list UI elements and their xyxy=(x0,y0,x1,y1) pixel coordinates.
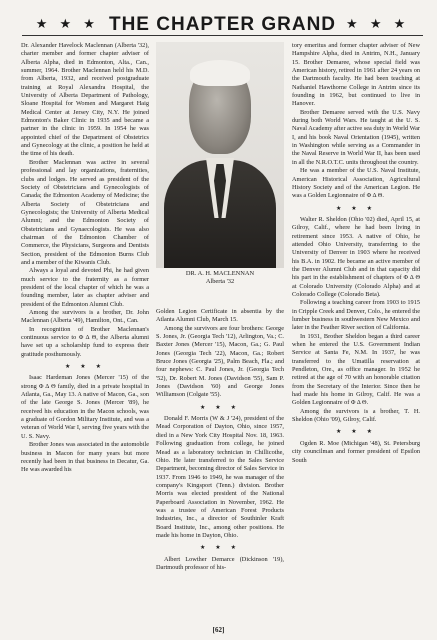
separator-stars: ★ ★ ★ xyxy=(200,544,240,552)
portrait-caption xyxy=(156,270,284,286)
column-left xyxy=(21,42,149,475)
obituary-jones-p1: Isaac Hardeman Jones (Mercer '15) of the strong Φ Δ Θ family, died in a private hospital in Atlanta, Ga., May 13. A native of Macon, Ga., son of the late George S. Jones (Mercer '89), he received his education in the Macon schools, was a graduate of Gordon Military Institute, and was a veteran of World War I, serving five years with the U. S. Navy. xyxy=(21,374,149,440)
caption-name: DR. A. H. MACLENNAN xyxy=(185,270,255,277)
obituary-demaree-p2: tory emeritus and former chapter adviser of New Hampshire Alpha, died in Antrim, N.H., January 15. Brother Demaree, whose special field was American history, retired in 1961 after 24 years on the Dartmouth faculty. He had been teaching at Nathaniel Hawthorne College in Antrim since its founding in 1962, but continued to live in Hanover. xyxy=(292,42,420,108)
section-title: THE CHAPTER GRAND xyxy=(108,13,337,35)
obituary-sheldon-p4: Among the survivors is a brother, T. H. Sheldon (Ohio '09), Gilroy, Calif. xyxy=(292,407,420,424)
separator-stars: ★ ★ ★ xyxy=(336,428,376,436)
obituary-maclennan-p2: Brother Maclennan was active in several professional and lay organizations, fraternities, clubs and lodges. He served as president of the Society of Obstetricians and Gynecologists of Canada; the Edmonton Academy of Medicine; the Alberta Society of Obstetricians and Gynecologists; the University of Alberta Medical Alumni; and the Edmonton Society of Obstetricians and Gynaecologists. He was also chairman of the Edmonton Chamber of Commerce, the Physicians, Surgeons and Dentists Section, president of the Edmonton Burns Club and a member of the Kiwanis Club. xyxy=(21,158,149,266)
obituary-demaree-p4: He was a member of the U.S. Naval Institute, American Historical Association, Agricultural History Society and of the American Legion. He was a Golden Legionnaire of Φ Δ Θ. xyxy=(292,167,420,200)
obituary-moe: Ogden R. Moe (Michigan '48), St. Petersburg city councilman and former president of Epsilon South xyxy=(292,439,420,464)
obituary-sheldon-p1: Walter R. Sheldon (Ohio '02) died, April 15, at Gilroy, Calif., where he had been living in retirement since 1953. A native of Ohio, he attended Ohio University, transferring to the University of Denver in 1903 where he received his B.A. in 1902. He became an active member of the Denver Alumni Club and in that capacity did his part in the establishment of chapters of Φ Δ Θ at Colorado University (Colorado Alpha) and at Colorado College (Colorado Beta). xyxy=(292,215,420,298)
obituary-demaree-p1: Albert Lowther Demarce (Dickinson '19), Dartmouth professor of his- xyxy=(156,555,284,571)
page-header xyxy=(22,14,423,36)
portrait-figure xyxy=(156,42,284,298)
page-number: [62] xyxy=(212,626,225,634)
portrait-photo xyxy=(156,42,284,268)
obituary-maclennan-p3: Always a loyal and devoted Phi, he had given much service to the fraternity as a former president of the local chapter of which he was a founding member, later as chapter adviser and president of the Edmonton Alumni Club. xyxy=(21,267,149,308)
obituary-demaree-p3: Brother Demaree served with the U.S. Navy during both World Wars. He taught at the U. S. Naval Academy after active sea duty in World War I, and his book Naval Orientation (1945), written in Washington while serving as a Commander in the Naval Reserve in World War II, has been used in all the N.R.O.T.C. units throughout the country. xyxy=(292,108,420,166)
obituary-sheldon-p3: In 1931, Brother Sheldon began a third career when he entered the U.S. Government Indian Service at Santa Fe, N.M. In 1937, he was transferred to the Umatilla reservation at Pendleton, Ore., as office manager. In 1952 he retired at the age of 70 with an honorable citation from the Secretary of the Interior. Since then he had made his home in Gilroy, Calif. He was a Golden Legionnaire of Φ Δ Θ. xyxy=(292,332,420,407)
obituary-sheldon-p2: Following a teaching career from 1903 to 1915 in Cripple Creek and Denver, Colo., he entered the lumber business in southwestern New Mexico and later in the Feather River section of California. xyxy=(292,299,420,332)
caption-chapter: Alberta '32 xyxy=(205,278,235,285)
obituary-maclennan-p4: Among the survivors is a brother, Dr. John Maclennan (Alberta '49), Hamilton, Ont., Can. xyxy=(21,309,149,325)
obituary-maclennan-p1: Dr. Alexander Havelock Maclennan (Alberta '32), charter member and former chapter adviser of Alberta Alpha, died in Edmonton, Alta., Can., summer, 1964. Brother Maclennan held his M.D. from Alberta, 1932, and received postgraduate training at Royal Alexandra Hospital, the University of Alberta Department of Pathology, Sloane Hospital for Women and Margaret Haig Medical Center at Jersey City, N.Y. He joined Edmonton's Baker Clinic in 1935 and became a partner in the clinic in 1959. In 1954 he was appointed chief of the Department of Obstetrics and Gynecology at the clinic, a position he held at the time of his death. xyxy=(21,42,149,158)
obituary-jones-p2: Brother Jones was associated in the automobile business in Macon for many years but more recently had been in that business in Decatur, Ga. He was awarded his xyxy=(21,441,149,474)
separator-stars: ★ ★ ★ xyxy=(336,204,376,212)
column-middle xyxy=(156,42,284,572)
portrait-hair xyxy=(190,60,250,86)
separator-stars: ★ ★ ★ xyxy=(65,363,105,371)
obituary-jones-p3: Golden Legion Certificate in absentia by the Atlanta Alumni Club, March 15. xyxy=(156,308,284,324)
column-right xyxy=(292,42,420,465)
obituary-morris: Donald F. Morris (W & J '24), president of the Mead Corporation of Dayton, Ohio, since 1957, died in a New York City Hospital Nov. 18, 1963. Following graduation from college, he joined Mead as a laboratory technician in Chillicothe, Ohio. He later transferred to the Sales Service Department, becoming director of Sales Service in 1937. From 1946 to 1949, he was manager of the company's Kingsport (Tenn.) division. Brother Morris was elected president of the National Paperboard Association in November, 1962. He was a trustee of American Forest Products Industries, Inc., a director of Southinler Kraft Board Institute, Inc., among other positions. He made his home in Dayton, Ohio. xyxy=(156,415,284,539)
header-stars-left: ★ ★ ★ xyxy=(35,17,99,32)
header-stars-right: ★ ★ ★ xyxy=(346,17,410,32)
obituary-maclennan-p5: In recognition of Brother Maclennan's continuous service to Φ Δ Θ, the Alberta alumni have set up a scholarship fund to express their gratitude posthumously. xyxy=(21,325,149,358)
separator-stars: ★ ★ ★ xyxy=(200,403,240,411)
obituary-jones-p4: Among the survivors are four brothers: George S. Jones, Jr. (Georgia Tech '12), Arlington, Va.; C. Baxter Jones (Mercer '15), Macon, Ga.; G. Paul Jones (Georgia Tech '22), Macon, Ga.; Robert Bruce Jones (Georgia '25), Palm Beach, Fla.; and four nephews: C. Paul Jones, Jr. (Georgia Tech '52), Dr. Robert M. Jones (Davidson '55), Sam P. Jones (Davidson '60) and George Jones Williamson (Colgate '55). xyxy=(156,324,284,399)
column-middle-text xyxy=(156,308,284,572)
